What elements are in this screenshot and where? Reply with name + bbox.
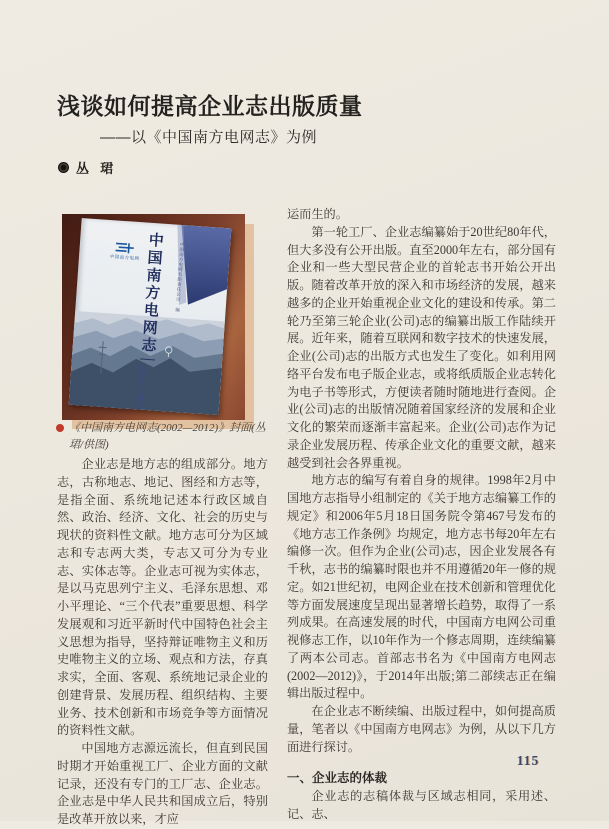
page-title: 浅谈如何提高企业志出版质量 [57, 88, 363, 121]
book-title: 中国南方电网志 [137, 232, 167, 357]
book-cover [68, 218, 231, 415]
paragraph: 在企业志不断续编、出版过程中，如何提高质量，笔者以《中国南方电网志》为例，从以下几方面进行探讨。 [287, 703, 556, 756]
page-subtitle: ——以《中国南方电网志》为例 [100, 126, 317, 147]
paragraph: 中国地方志源远流长，但直到民国时期才开始重视工厂、企业方面的文献记录，还没有专门的工厂志、企业志。企业志是中华人民共和国成立后，特别是改革开放以来，才应 [57, 740, 268, 829]
book-years: (2002—2012) [135, 364, 147, 413]
author-bullet-icon [58, 162, 69, 173]
page-number: 115 [508, 753, 548, 769]
author-line [58, 158, 117, 177]
csg-logo-icon [113, 241, 136, 255]
book-cover-figure [62, 214, 254, 429]
caption-bullet-icon [56, 424, 64, 432]
csg-logo-text: 中国南方电网 [95, 252, 152, 262]
book-cover-photo [62, 214, 245, 420]
paragraph: 企业志的志稿体裁与区域志相同，采用述、记、志、 [287, 788, 556, 824]
paragraph: 第一轮工厂、企业志编纂始于20世纪80年代，但大多没有公开出版。直至2000年左右，部分国有企业和一些大型民营企业的首轮志书开始公开出版。随着改革开放的深入和市场经济的发展，越来越多的企业开始重视企业文化的建设和传承。第二轮乃至第三轮企业(公司)志的编纂出版工作陆续开展。近年来，随着互联网和数字技术的快速发展，企业(公司)志的出版方式也发生了变化。如利用网络平台发布电子版企业志，或将纸质版企业志转化为电子书等形式，方便读者随时随地进行查阅。企业(公司)志的出版情况随着国家经济的发展和企业文化的繁荣而逐渐丰富起来。企业(公司)志作为记录企业发展历程、传承企业文化的重要文献，越来越受到社会各界重视。 [287, 224, 556, 473]
section-heading: 一、企业志的体裁 [287, 770, 556, 788]
author-name: 丛 珺 [76, 158, 117, 177]
paragraph: 地方志的编写有着自身的规律。1998年2月中国地方志指导小组制定的《关于地方志编纂工作的规定》和2006年5月18日国务院令第467号发布的《地方志工作条例》均规定，地方志书每20年左右编修一次。但作为企业(公司)志，因企业发展各有千秋，志书的编纂时限也并不用遵循20年一修的规定。如21世纪初，电网企业在技术创新和管理优化等方面发展速度呈现出显著增长趋势，取得了一系列成果。在高速发展的时代，中国南方电网公司重视修志工作，以10年作为一个修志周期，连续编纂了两本公司志。首部志书名为《中国南方电网志(2002—2012)》，于2014年出版;第二部续志正在编辑出版过程中。 [287, 472, 556, 703]
left-column [57, 456, 268, 829]
paragraph: 企业志是地方志的组成部分。地方志，古称地志、地记、图经和方志等，是指全面、系统地记述本行政区域自然、政治、经济、文化、社会的历史与现状的资料性文献。地方志可分为区域志和专志两大类，专志又可分为专业志、实体志等。企业志可视为实体志，是以马克思列宁主义、毛泽东思想、邓小平理论、“三个代表”重要思想、科学发展观和习近平新时代中国特色社会主义思想为指导，坚持辩证唯物主义和历史唯物主义的立场、观点和方法，存真求实，全面、客观、系统地记录企业的创建背景、发展历程、组织结构、主要业务、技术创新和市场竞争等方面情况的资料性文献。 [57, 456, 268, 740]
book-publisher: 中国南方电网有限责任公司 编 [174, 242, 185, 313]
figure-caption-text: 《中国南方电网志(2002—2012)》封面(丛珺/供图) [69, 422, 266, 451]
paragraph-continuation: 运而生的。 [287, 206, 556, 224]
right-column [287, 206, 556, 824]
figure-caption [56, 420, 279, 453]
